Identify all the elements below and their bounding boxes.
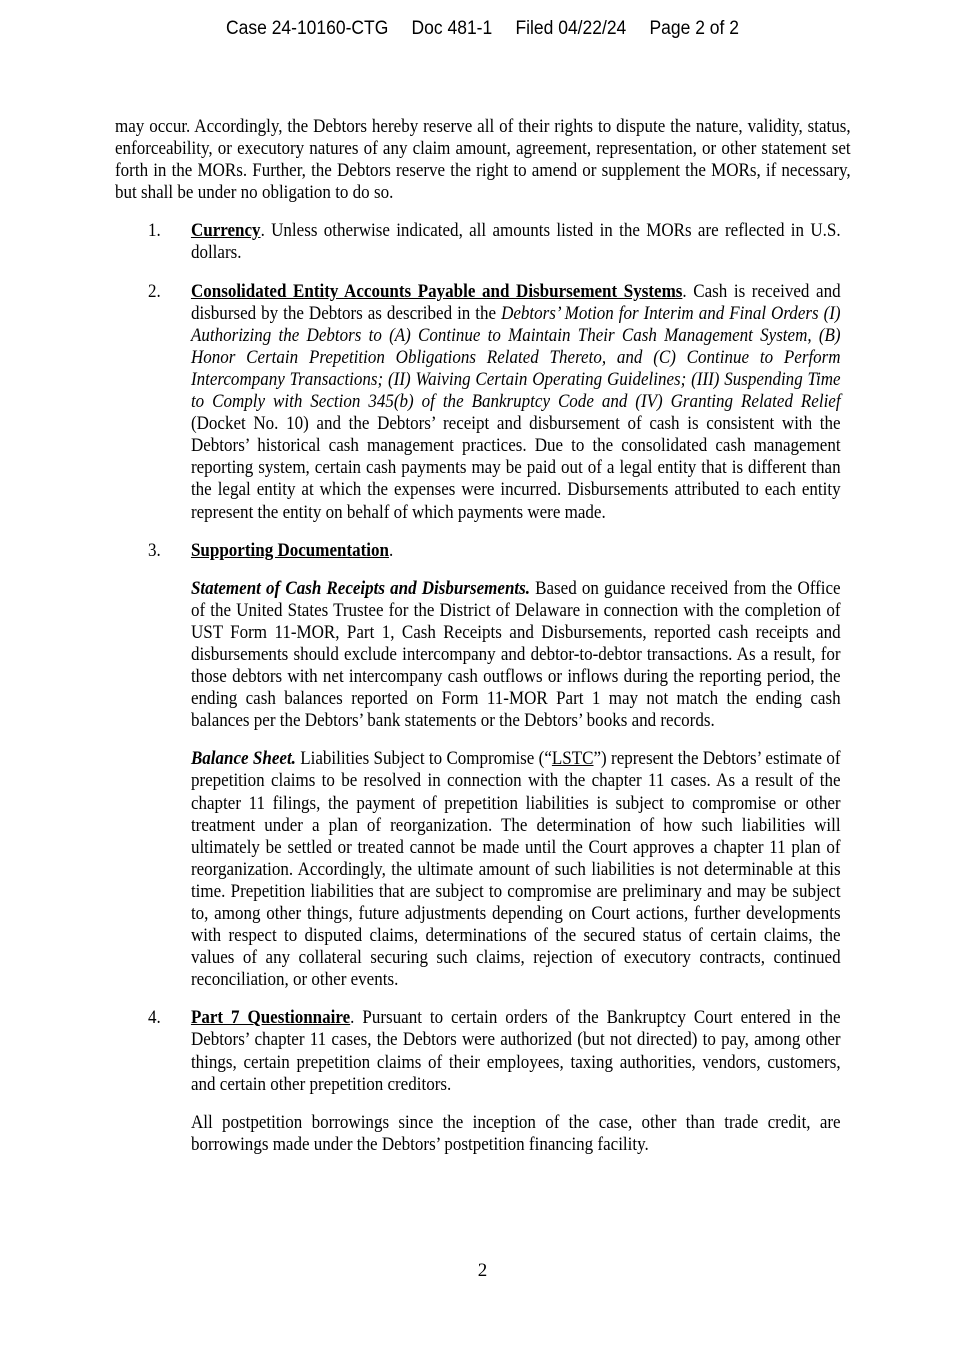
subheading: Balance Sheet. <box>190 748 296 770</box>
subheading: Statement of Cash Receipts and Disbursements. <box>190 577 531 599</box>
item-number: 4. <box>147 1007 161 1029</box>
doc-number: Doc 481-1 <box>411 18 493 39</box>
item-text: . Pursuant to certain orders of the Bankruptcy Court entered in the Debtors’ chapter 11 cases, the Debtors were authorized (but not directed) to pay, among other things, certain prepetition claims of their employees, taxing authorities, vendors, customers, and certain other prepetition creditors. <box>190 1007 841 1095</box>
filed-date: Filed 04/22/24 <box>515 18 627 39</box>
item-number: 1. <box>147 220 161 242</box>
item-number: 3. <box>147 539 161 561</box>
item-title: Currency <box>190 220 261 242</box>
page-indicator: Page 2 of 2 <box>649 18 739 39</box>
court-header <box>39 18 927 40</box>
cash-receipts-paragraph <box>115 578 841 733</box>
item-number: 2. <box>147 280 161 302</box>
defined-term: LSTC <box>551 748 594 770</box>
item-consolidated-accounts <box>115 281 841 524</box>
document-body <box>115 116 851 1172</box>
item-text: . Cash is received and disbursed by the Debtors as described in the <box>190 280 841 324</box>
item-title: Part 7 Questionnaire <box>190 1007 351 1029</box>
motion-title: Debtors’ Motion for Interim and Final Orders (I) Authorizing the Debtors to (A) Continue to Maintain Their Cash Management System, (B) Honor Certain Prepetition Obligations Related Thereto, and (C) Continue to Perform Intercompany Transactions; (II) Waiving Certain Operating Guidelines; (III) Suspending Time to Comply with Section 345(b) of the Bankruptcy Code and (IV) Granting Related Relief <box>190 302 841 413</box>
item-title: Consolidated Entity Accounts Payable and Disbursement Systems <box>190 280 683 302</box>
item-supporting-documentation <box>115 540 841 562</box>
item-text: . Unless otherwise indicated, all amounts listed in the MORs are reflected in U.S. dollars. <box>190 220 841 264</box>
paragraph-text: Liabilities Subject to Compromise (“ <box>295 748 552 770</box>
borrowings-paragraph: All postpetition borrowings since the inception of the case, other than trade credit, are borrowings made under the Debtors’ postpetition financing facility. <box>190 1111 841 1155</box>
balance-sheet-paragraph <box>115 748 841 991</box>
paragraph-text: Based on guidance received from the Office of the United States Trustee for the District of Delaware in connection with the completion of UST Form 11-MOR, Part 1, Cash Receipts and Disbursements, reported cash receipts and disbursements should exclude intercompany and debtor-to-debtor transactions. As a result, for those debtors with net intercompany cash outflows or inflows during the reporting period, the ending cash balances reported on Form 11-MOR Part 1 may not match the ending cash balances per the Debtors’ bank statements or the Debtors’ books and records. <box>190 577 841 732</box>
item-part7-questionnaire <box>115 1007 841 1095</box>
page-number: 2 <box>477 1260 488 1281</box>
case-number: Case 24-10160-CTG <box>226 18 389 39</box>
intro-paragraph: may occur. Accordingly, the Debtors hereby reserve all of their rights to dispute the nature, validity, status, enforceability, or executory natures of any claim amount, agreement, representation, or other statement set forth in the MORs. Further, the Debtors reserve the right to amend or supplement the MORs, if necessary, but shall be under no obligation to do so. <box>115 116 851 204</box>
item-currency <box>115 220 841 264</box>
item-title: Supporting Documentation <box>190 539 389 561</box>
item-text: . <box>388 539 394 561</box>
item-text: (Docket No. 10) and the Debtors’ receipt and disbursement of cash is consistent with the Debtors’ historical cash management practices. Due to the consolidated cash management reporting system, certain cash payments may be paid out of a legal entity that is different than the legal entity at which the expenses were incurred. Disbursements attributed to each entity represent the entity on behalf of which payments were made. <box>190 413 841 523</box>
paragraph-text: ”) represent the Debtors’ estimate of prepetition claims to be resolved in connection with the chapter 11 cases. As a result of the chapter 11 filings, the payment of prepetition liabilities is subject to compromise or other treatment under a plan of reorganization. The determination of how such liabilities will ultimately be settled or treated cannot be made until the Court approves a chapter 11 plan of reorganization. Accordingly, the ultimate amount of such liabilities is not determinable at this time. Prepetition liabilities that are subject to compromise are preliminary and may be subject to, among other things, future adjustments depending on Court actions, further developments with respect to disputed claims, determinations of the secured status of certain claims, the values of any collateral securing such claims, rejection of executory contracts, continued reconciliation, or other events. <box>190 748 841 991</box>
